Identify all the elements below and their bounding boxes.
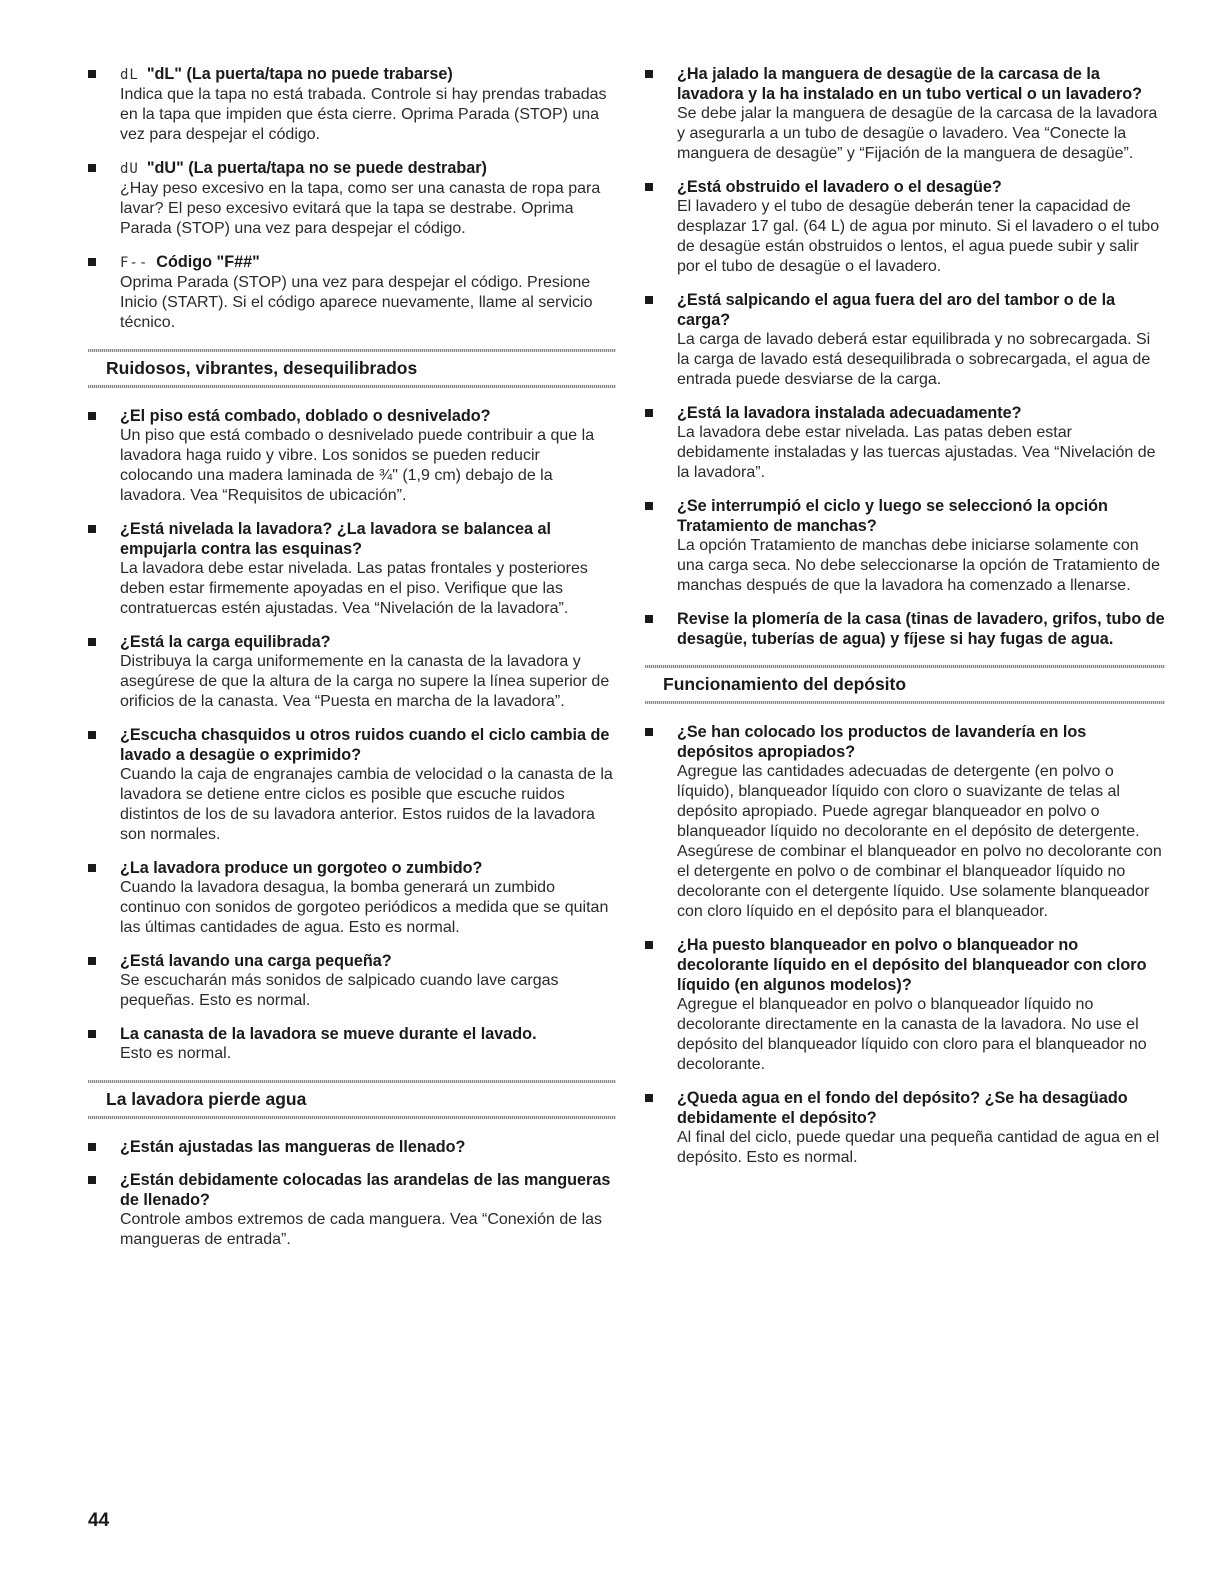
item-question: ¿Se interrumpió el ciclo y luego se seleccionó la opción Tratamiento de manchas? — [677, 497, 1108, 535]
item-question: ¿Queda agua en el fondo del depósito? ¿Se ha desagüado debidamente el depósito? — [677, 1089, 1128, 1127]
section-divider — [88, 385, 616, 388]
item-answer: Controle ambos extremos de cada manguera. Vea “Conexión de las mangueras de entrada”. — [120, 1211, 603, 1248]
list-item — [645, 64, 1165, 164]
item-answer: ¿Hay peso excesivo en la tapa, como ser una canasta de ropa para lavar? El peso excesivo evitará que la tapa se destrabe. Oprima Parada (STOP) una vez para despejar el código. — [120, 180, 601, 237]
item-answer: Al final del ciclo, puede quedar una pequeña cantidad de agua en el depósito. Esto es normal. — [677, 1129, 1160, 1166]
item-question: ¿Está salpicando el agua fuera del aro del tambor o de la carga? — [677, 291, 1116, 329]
item-question: ¿El piso está combado, doblado o desnivelado? — [120, 407, 491, 425]
item-answer: La opción Tratamiento de manchas debe iniciarse solamente con una carga seca. No debe seleccionarse la opción de Tratamiento de manchas después de que la lavadora ha comenzado a llenarse. — [677, 537, 1160, 594]
bullet-icon — [645, 1094, 653, 1102]
section-title: La lavadora pierde agua — [106, 1089, 307, 1109]
list-item — [88, 158, 616, 239]
bullet-icon — [88, 1143, 96, 1151]
bullet-icon — [88, 70, 96, 78]
list-item — [645, 722, 1165, 922]
display-code-icon: dU — [120, 161, 139, 177]
list-item — [645, 290, 1165, 390]
item-question: ¿Están debidamente colocadas las arandelas de las mangueras de llenado? — [120, 1171, 611, 1209]
item-question: ¿Está la lavadora instalada adecuadamente? — [677, 404, 1022, 422]
item-answer: Esto es normal. — [120, 1045, 232, 1062]
display-code-icon: F-- — [120, 255, 149, 271]
item-question: ¿Ha puesto blanqueador en polvo o blanqueador no decolorante líquido en el depósito del blanqueador con cloro líquido (en algunos modelos)? — [677, 936, 1147, 994]
list-item — [645, 177, 1165, 277]
list-item — [88, 406, 616, 506]
bullet-icon — [88, 1176, 96, 1184]
left-column — [88, 64, 616, 1263]
bullet-icon — [88, 525, 96, 533]
section-divider — [88, 1116, 616, 1119]
bullet-icon — [88, 258, 96, 266]
item-question: ¿Ha jalado la manguera de desagüe de la carcasa de la lavadora y la ha instalado en un tubo vertical o un lavadero? — [677, 65, 1143, 103]
list-item — [88, 1170, 616, 1250]
bullet-icon — [645, 615, 653, 623]
page-number: 44 — [88, 1510, 110, 1531]
list-item — [88, 632, 616, 712]
list-item — [645, 935, 1165, 1075]
list-item — [88, 858, 616, 938]
section-title: Funcionamiento del depósito — [663, 674, 907, 694]
section-header — [88, 1080, 616, 1119]
bullet-icon — [645, 183, 653, 191]
item-answer: Agregue las cantidades adecuadas de detergente (en polvo o líquido), blanqueador líquido con cloro o suavizante de telas al depósito apropiado. Puede agregar blanqueador en polvo o blanqueador líquido no decolorante en el depósito de detergente. Asegúrese de combinar el blanqueador en polvo no decolorante con el detergente en polvo o de combinar el blanqueador líquido no decolorante con el detergente líquido. Use solamente blanqueador con cloro líquido en el depósito para el blanqueador. — [677, 763, 1162, 920]
item-question: ¿Está nivelada la lavadora? ¿La lavadora se balancea al empujarla contra las esquinas? — [120, 520, 551, 558]
list-item — [88, 725, 616, 845]
item-question: La canasta de la lavadora se mueve durante el lavado. — [120, 1025, 537, 1043]
item-answer: Un piso que está combado o desnivelado puede contribuir a que la lavadora haga ruido y vibre. Los sonidos se pueden reducir colocando una madera laminada de ¾" (1,9 cm) debajo de la lavadora. Vea “Requisitos de ubicación”. — [120, 427, 595, 504]
item-question: dU "dU" (La puerta/tapa no se puede destrabar) — [120, 159, 487, 177]
item-answer: Agregue el blanqueador en polvo o blanqueador líquido no decolorante directamente en la canasta de la lavadora. No use el depósito del blanqueador líquido con cloro para el blanqueador no decolorante. — [677, 996, 1147, 1073]
list-item — [88, 951, 616, 1011]
section-divider — [645, 701, 1165, 704]
bullet-icon — [645, 70, 653, 78]
list-item — [645, 1088, 1165, 1168]
item-question: dL "dL" (La puerta/tapa no puede trabarse) — [120, 65, 453, 83]
item-question: F-- Código "F##" — [120, 253, 260, 271]
item-question: ¿Está la carga equilibrada? — [120, 633, 331, 651]
bullet-icon — [88, 864, 96, 872]
item-question: ¿Está obstruido el lavadero o el desagüe? — [677, 178, 1002, 196]
item-answer: Se debe jalar la manguera de desagüe de la carcasa de la lavadora y asegurarla a un tubo de desagüe o lavadero. Vea “Conecte la manguera de desagüe” y “Fijación de la manguera de desagüe”. — [677, 105, 1158, 162]
list-item — [645, 609, 1165, 649]
bullet-icon — [645, 941, 653, 949]
item-answer: Indica que la tapa no está trabada. Controle si hay prendas trabadas en la tapa que impiden que ésta cierre. Oprima Parada (STOP) una vez para despejar el código. — [120, 86, 607, 143]
list-item — [645, 496, 1165, 596]
item-answer: Distribuya la carga uniformemente en la canasta de la lavadora y asegúrese de que la altura de la carga no supere la línea superior de orificios de la canasta. Vea “Puesta en marcha de la lavadora”. — [120, 653, 610, 710]
item-answer: Oprima Parada (STOP) una vez para despejar el código. Presione Inicio (START). Si el código aparece nuevamente, llame al servicio técnico. — [120, 274, 593, 331]
item-answer: Se escucharán más sonidos de salpicado cuando lave cargas pequeñas. Esto es normal. — [120, 972, 559, 1009]
item-answer: La lavadora debe estar nivelada. Las patas frontales y posteriores deben estar firmemente apoyadas en el piso. Verifique que las contratuercas estén ajustadas. Vea “Nivelación de la lavadora”. — [120, 560, 588, 617]
item-question: ¿Está lavando una carga pequeña? — [120, 952, 392, 970]
item-question: ¿Están ajustadas las mangueras de llenado? — [120, 1138, 466, 1156]
bullet-icon — [645, 409, 653, 417]
item-question: ¿Escucha chasquidos u otros ruidos cuando el ciclo cambia de lavado a desagüe o exprimido? — [120, 726, 610, 764]
list-item — [88, 252, 616, 333]
bullet-icon — [645, 728, 653, 736]
bullet-icon — [88, 731, 96, 739]
bullet-icon — [645, 296, 653, 304]
bullet-icon — [88, 957, 96, 965]
list-item — [88, 1137, 616, 1157]
list-item — [88, 64, 616, 145]
list-item — [88, 519, 616, 619]
item-answer: La lavadora debe estar nivelada. Las patas deben estar debidamente instaladas y las tuercas ajustadas. Vea “Nivelación de la lavadora”. — [677, 424, 1156, 481]
item-answer: El lavadero y el tubo de desagüe deberán tener la capacidad de desplazar 17 gal. (64 L) de agua por minuto. Si el lavadero o el tubo de desagüe están obstruidos o lentos, el agua puede subir y salir por el tubo de desagüe o el lavadero. — [677, 198, 1160, 275]
item-answer: La carga de lavado deberá estar equilibrada y no sobrecargada. Si la carga de lavado está desequilibrada o sobrecargada, el agua de entrada puede desviarse de la carga. — [677, 331, 1151, 388]
bullet-icon — [88, 1030, 96, 1038]
item-question: ¿La lavadora produce un gorgoteo o zumbido? — [120, 859, 483, 877]
item-question: Revise la plomería de la casa (tinas de lavadero, grifos, tubo de desagüe, tuberías de agua) y fíjese si hay fugas de agua. — [677, 610, 1165, 648]
list-item — [88, 1024, 616, 1064]
right-column — [645, 64, 1165, 1181]
item-answer: Cuando la caja de engranajes cambia de velocidad o la canasta de la lavadora se detiene entre ciclos es posible que escuche ruidos distintos de los de su lavadora anterior. Estos ruidos de la lavadora son normales. — [120, 766, 613, 843]
item-answer: Cuando la lavadora desagua, la bomba generará un zumbido continuo con sonidos de gorgoteo periódicos a medida que se quitan las últimas cantidades de agua. Esto es normal. — [120, 879, 609, 936]
section-header — [88, 349, 616, 388]
display-code-icon: dL — [120, 67, 139, 83]
bullet-icon — [88, 164, 96, 172]
section-header — [645, 665, 1165, 704]
bullet-icon — [88, 638, 96, 646]
item-question: ¿Se han colocado los productos de lavandería en los depósitos apropiados? — [677, 723, 1087, 761]
list-item — [645, 403, 1165, 483]
section-title: Ruidosos, vibrantes, desequilibrados — [106, 358, 418, 378]
bullet-icon — [88, 412, 96, 420]
bullet-icon — [645, 502, 653, 510]
